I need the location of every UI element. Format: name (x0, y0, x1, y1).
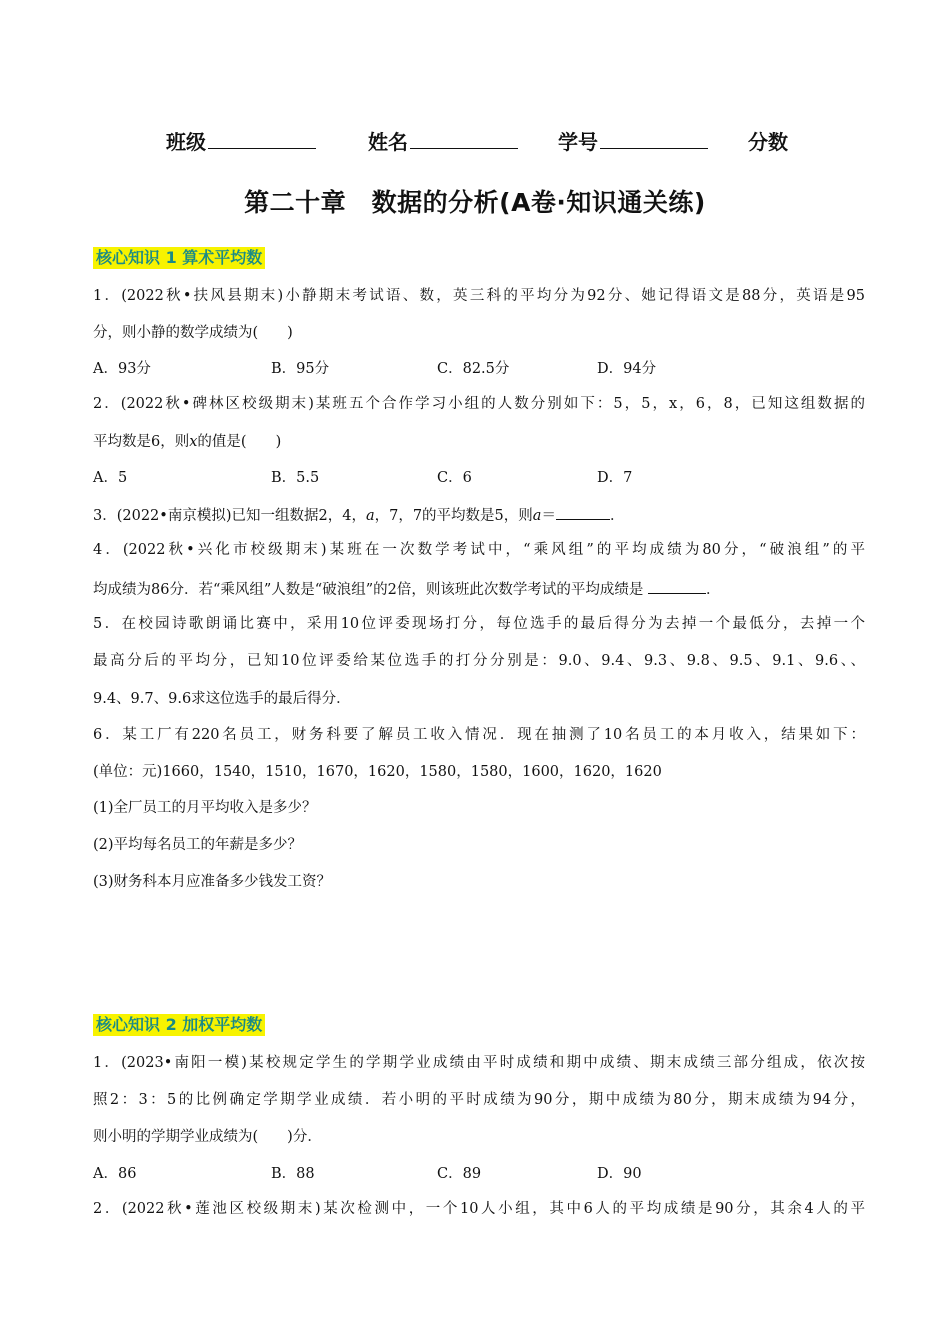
s1-q6-line2: (单位：元)1660，1540，1510，1670，1620，1580，1580，1600，1620，1620 (93, 764, 662, 780)
page-title: 第二十章 数据的分析(A卷·知识通关练) (244, 188, 706, 217)
s1-q3 (93, 503, 624, 527)
s2-q1-option-d[interactable]: D．90 (597, 1166, 642, 1182)
class-field[interactable] (166, 128, 316, 156)
s1-q1-option-c[interactable]: C．82.5分 (437, 361, 510, 377)
section-heading-weighted-mean: 核心知识 2 加权平均数 (93, 1014, 265, 1036)
s1-q5-line2: 最高分后的平均分，已知10位评委给某位选手的打分分别是：9.0、9.4、9.3、9.8、9.5、9.1、9.6、、 (93, 653, 865, 669)
s1-q1-line1: 1．(2022秋•扶风县期末)小静期末考试语、数，英三科的平均分为92分、她记得语文是88分，英语是95 (93, 288, 865, 304)
s1-q4-line2-b: ． (705, 582, 721, 598)
s1-q2-options (93, 467, 793, 489)
s1-q1-option-b[interactable]: B．95分 (271, 361, 330, 377)
s1-q6-line4: (2)平均每名员工的年薪是多少？ (93, 837, 303, 853)
s1-q6-line1: 6．某工厂有220名员工，财务科要了解员工收入情况．现在抽测了10名员工的本月收入，结果如下： (93, 727, 865, 743)
s1-q3-text-a: 3．(2022•南京模拟)已知一组数据2，4， (93, 508, 366, 524)
s1-q2-line2 (93, 431, 281, 453)
s1-q2-option-b[interactable]: B．5.5 (271, 470, 320, 486)
s1-q2-variable: x (189, 434, 198, 450)
s1-q5-line3: 9.4、9.7、9.6求这位选手的最后得分． (93, 691, 351, 707)
s2-q2-line1: 2．(2022秋•莲池区校级期末)某次检测中，一个10人小组，其中6人的平均成绩是90分，其余4人的平 (93, 1201, 865, 1217)
student-id-label: 学号 (558, 130, 598, 154)
class-blank[interactable] (208, 128, 316, 149)
s1-q6-line3: (1)全厂员工的月平均收入是多少？ (93, 800, 317, 816)
section-heading-arithmetic-mean: 核心知识 1 算术平均数 (93, 247, 265, 269)
student-id-field[interactable] (558, 128, 708, 156)
s1-q4-answer-blank[interactable] (648, 577, 706, 594)
s1-q4-line1: 4．(2022秋•兴化市校级期末)某班在一次数学考试中，“乘风组”的平均成绩为80分，“破浪组”的平 (93, 542, 865, 558)
s1-q3-variable: a (365, 508, 375, 524)
class-label: 班级 (166, 130, 206, 154)
s2-q1-option-b[interactable]: B．88 (271, 1166, 315, 1182)
s1-q1-line2: 分，则小静的数学成绩为( ) (93, 325, 293, 341)
s2-q1-options (93, 1163, 793, 1185)
s1-q2-line2-b: 的值是( ) (197, 434, 282, 450)
student-info-row (0, 128, 950, 156)
s1-q3-answer-blank[interactable] (556, 503, 610, 520)
s2-q1-line1: 1．(2023•南阳一模)某校规定学生的学期学业成绩由平时成绩和期中成绩、期末成绩三部分组成，依次按 (93, 1055, 865, 1071)
s1-q2-option-c[interactable]: C．6 (437, 470, 472, 486)
s2-q1-line2: 照2：3：5的比例确定学期学业成绩．若小明的平时成绩为90分，期中成绩为80分，期末成绩为94分， (93, 1092, 865, 1108)
name-label: 姓名 (368, 130, 408, 154)
student-id-blank[interactable] (600, 128, 708, 149)
s1-q2-line1: 2．(2022秋•碑林区校级期末)某班五个合作学习小组的人数分别如下：5，5，x，6，8，已知这组数据的 (93, 396, 865, 412)
s1-q2-option-a[interactable]: A．5 (93, 470, 128, 486)
s1-q2-line2-a: 平均数是6，则 (93, 434, 190, 450)
name-field[interactable] (368, 128, 518, 156)
name-blank[interactable] (410, 128, 518, 149)
s1-q3-text-b: ，7，7的平均数是5，则 (374, 508, 533, 524)
s1-q3-text-d: ． (609, 508, 625, 524)
s1-q4-line2-a: 均成绩为86分．若“乘风组”人数是“破浪组”的2倍，则该班此次数学考试的平均成绩是 (93, 582, 648, 598)
score-field (748, 128, 788, 156)
s1-q1-option-d[interactable]: D．94分 (597, 361, 657, 377)
s2-q1-option-c[interactable]: C．89 (437, 1166, 482, 1182)
s1-q3-text-c: ＝ (541, 508, 556, 524)
s1-q1-option-a[interactable]: A．93分 (93, 361, 151, 377)
s2-q1-option-a[interactable]: A．86 (93, 1166, 137, 1182)
s1-q5-line1: 5．在校园诗歌朗诵比赛中，采用10位评委现场打分，每位选手的最后得分为去掉一个最低分，去掉一个 (93, 616, 865, 632)
s1-q4-line2 (93, 577, 720, 601)
s1-q3-variable-2: a (532, 508, 542, 524)
score-label: 分数 (748, 130, 788, 154)
s1-q6-line5: (3)财务科本月应准备多少钱发工资？ (93, 874, 332, 890)
s2-q1-line3: 则小明的学期学业成绩为( )分． (93, 1129, 322, 1145)
s1-q1-options (93, 358, 793, 380)
s1-q2-option-d[interactable]: D．7 (597, 470, 633, 486)
